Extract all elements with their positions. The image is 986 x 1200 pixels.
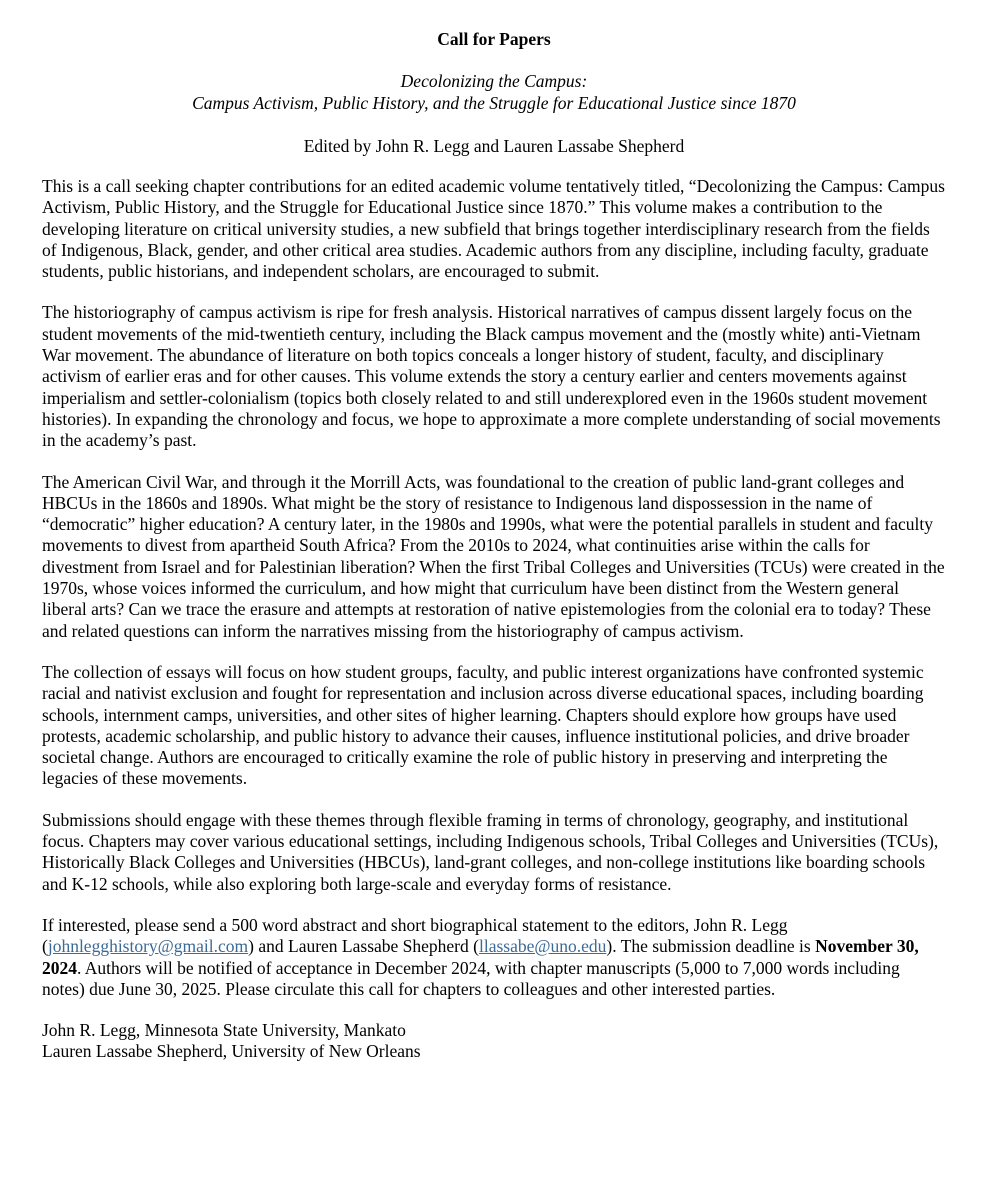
email-link-shepherd[interactable]: llassabe@uno.edu: [478, 936, 607, 957]
paragraph-submissions-scope: Submissions should engage with these themes through flexible framing in terms of chronology, geography, and institutional focus. Chapters may cover various educational settings, including Indigenous schools, Tribal Colleges and Universities (TCUs), Historically Black Colleges and Universities (HBCUs), land-grant colleges, and non-college institutions like boarding schools and K-12 schools, while also exploring both large-scale and everyday forms of resistance.: [42, 809, 939, 894]
signature-block: [42, 1020, 946, 1063]
paragraph-questions: The American Civil War, and through it the Morrill Acts, was foundational to the creation of public land-grant colleges and HBCUs in the 1860s and 1890s. What might be the story of resistance to Indigenous land dispossession in the name of “democratic” higher education? A century later, in the 1980s and 1990s, what were the potential parallels in student and faculty movements to divest from apartheid South Africa? From the 2010s to 2024, what continuities arise within the calls for divestment from Israel and for Palestinian liberation? When the first Tribal Colleges and Universities (TCUs) were created in the 1970s, whose voices informed the curriculum, and how might that curriculum have been distinct from the Western general liberal arts? Can we trace the erasure and attempts at restoration of native epistemologies from the colonial era to today? These and related questions can inform the narratives missing from the historiography of campus activism.: [42, 471, 945, 641]
submission-mid-text: ) and Lauren Lassabe Shepherd (: [248, 936, 479, 957]
submission-rest-text: . Authors will be notified of acceptance in December 2024, with chapter manuscripts (5,000 to 7,000 words including notes) due June 30, 2025. Please circulate this call for chapters to colleagues and other interested parties.: [42, 957, 900, 999]
book-title-line-1: Decolonizing the Campus:: [400, 71, 588, 91]
paragraph-intro: This is a call seeking chapter contributions for an edited academic volume tentatively titled, “Decolonizing the Campus: Campus Activism, Public History, and the Struggle for Educational Justice since 1870.” This volume makes a contribution to the developing literature on critical university studies, a new subfield that brings together interdisciplinary research from the fields of Indigenous, Black, gender, and other critical area studies. Academic authors from any discipline, including faculty, graduate students, public historians, and independent scholars, are encouraged to submit.: [42, 176, 945, 282]
submission-deadline: November 30, 2024: [42, 936, 919, 978]
signature-shepherd: Lauren Lassabe Shepherd, University of New Orleans: [42, 1041, 421, 1062]
signature-legg: John R. Legg, Minnesota State University, Mankato: [42, 1020, 406, 1041]
submission-intro-text: If interested, please send a 500 word abstract and short biographical statement to the editors, John R. Legg (: [42, 914, 788, 957]
editors-line: Edited by John R. Legg and Lauren Lassabe Shepherd: [303, 136, 685, 156]
paragraph-historiography: The historiography of campus activism is ripe for fresh analysis. Historical narratives of campus dissent largely focus on the student movements of the mid-twentieth century, including the Black campus movement and the (mostly white) anti-Vietnam War movement. The abundance of literature on both topics conceals a longer history of student, faculty, and disciplinary activism of earlier eras and for other causes. This volume extends the story a century earlier and centers movements against imperialism and settler-colonialism (topics both closely related to and still underexplored even in the 1960s student movement histories). In expanding the chronology and focus, we hope to approximate a more complete understanding of social movements in the academy’s past.: [42, 302, 941, 451]
submission-after-email-text: ). The submission deadline is: [606, 936, 816, 957]
paragraph-focus: The collection of essays will focus on how student groups, faculty, and public interest organizations have confronted systemic racial and nativist exclusion and fought for representation and inclusion across diverse educational spaces, including boarding schools, internment camps, universities, and other sites of higher learning. Chapters should explore how groups have used protests, academic scholarship, and public history to advance their causes, influence institutional policies, and drive broader societal change. Authors are encouraged to critically examine the role of public history in preserving and interpreting the legacies of these movements.: [42, 661, 924, 789]
page-title: Call for Papers: [437, 29, 551, 49]
book-title: [42, 70, 946, 114]
email-link-legg[interactable]: johnlegghistory@gmail.com: [47, 936, 249, 957]
paragraph-submission-instructions: [42, 915, 946, 1000]
book-title-line-2: Campus Activism, Public History, and the Struggle for Educational Justice since 1870: [192, 93, 796, 113]
